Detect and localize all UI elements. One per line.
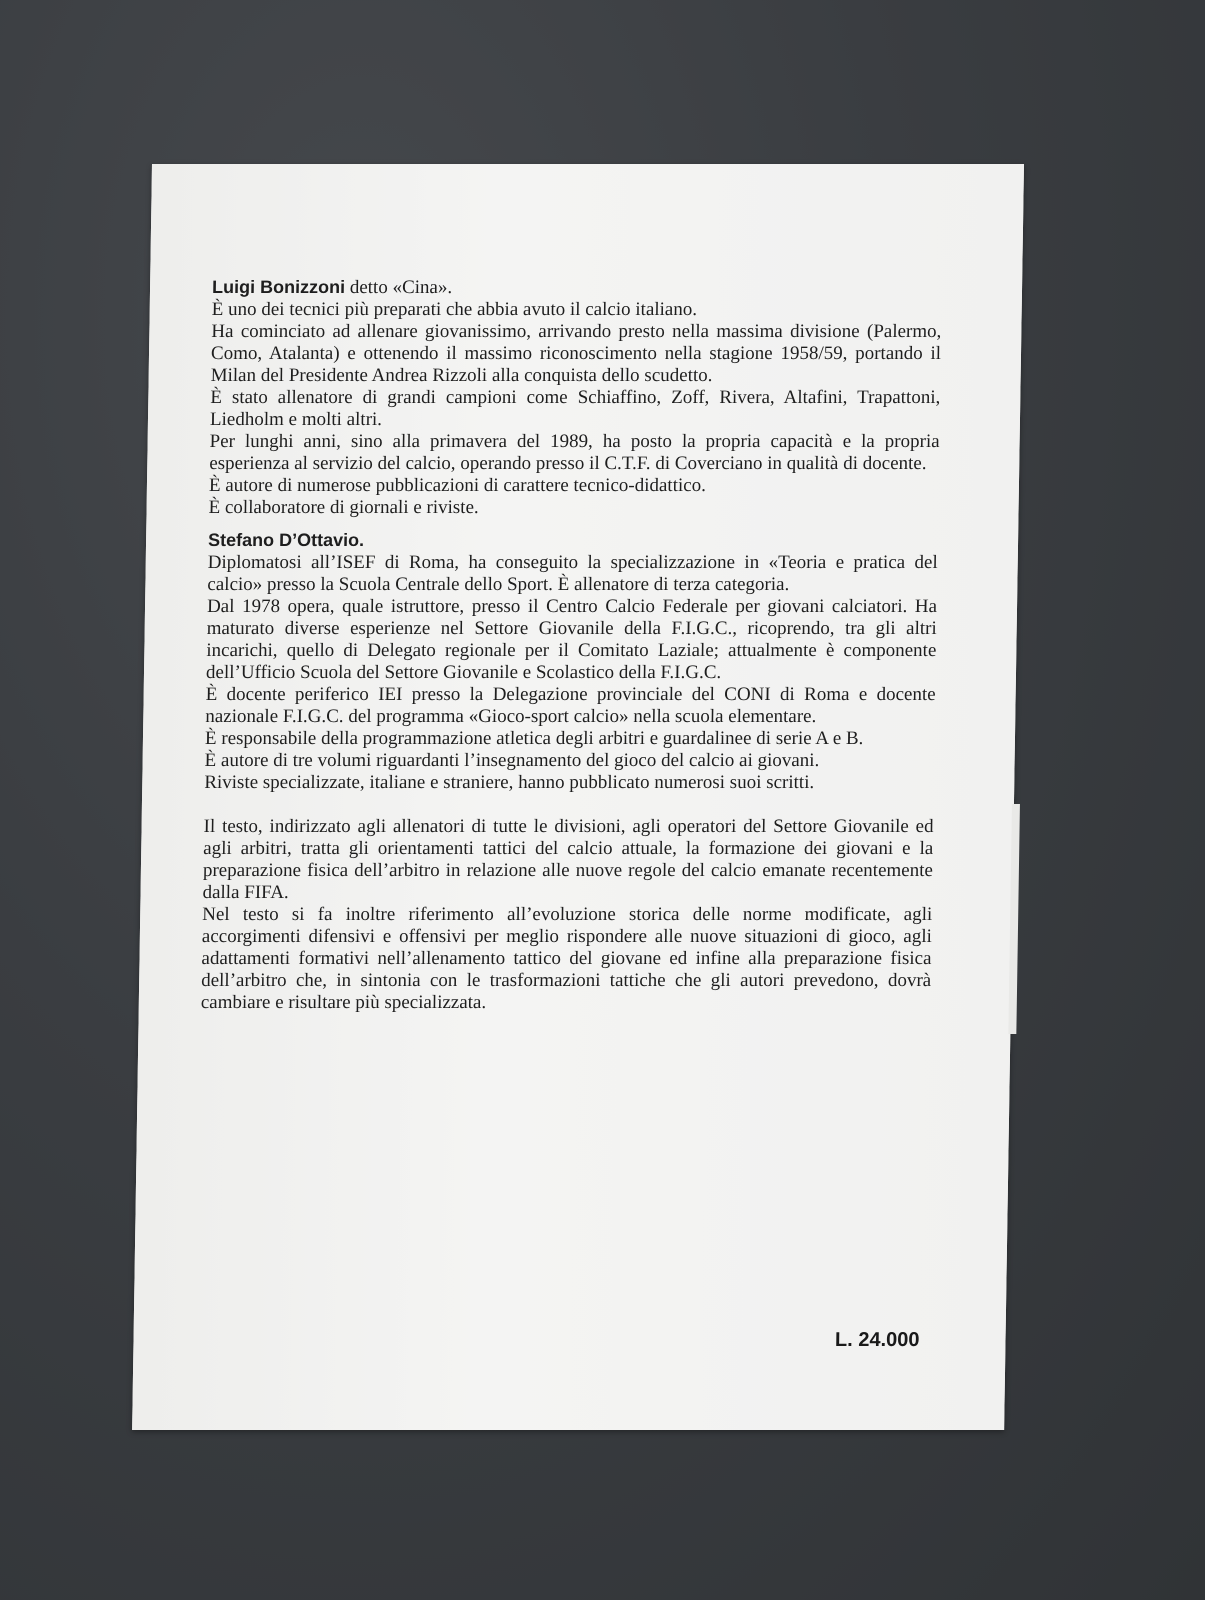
cover-text [200, 276, 942, 1024]
bio-paragraph: È autore di numerose pubblicazioni di carattere tecnico-didattico. [208, 475, 707, 496]
book-description [201, 816, 934, 1014]
price-label: L. 24.000 [834, 1329, 920, 1351]
bio-paragraph: Diplomatosi all’ISEF di Roma, ha conseguito la specializzazione in «Teoria e pratica del calcio» presso la Scuola Centrale dello Sport. È allenatore di terza categoria. [207, 552, 938, 595]
bio-paragraph: È collaboratore di giornali e riviste. [208, 497, 479, 518]
author-alias: detto «Cina». [344, 277, 453, 298]
author-bio-bonizzoni [208, 276, 942, 519]
bio-paragraph: È stato allenatore di grandi campioni come Schiaffino, Zoff, Rivera, Altafini, Trapattoni, Liedholm e molti altri. [209, 387, 941, 430]
author-heading [208, 529, 938, 552]
bio-paragraph: Per lunghi anni, sino alla primavera del 1989, ha posto la propria capacità e la propria esperienza al servizio del calcio, operando presso il C.T.F. di Coverciano in qualità di docente. [209, 431, 940, 474]
bio-paragraph: È docente periferico IEI presso la Delegazione provinciale del CONI di Roma e docente nazionale F.I.G.C. del programma «Gioco-sport calcio» nella scuola elementare. [205, 684, 936, 727]
author-name: Luigi Bonizzoni [211, 277, 346, 297]
bio-paragraph: È uno dei tecnici più preparati che abbia avuto il calcio italiano. [211, 299, 698, 320]
bio-paragraph: Ha cominciato ad allenare giovanissimo, arrivando presto nella massima divisione (Palermo, Como, Atalanta) e ottenendo il massimo riconoscimento nella stagione 1958/59, portando il Milan del Presidente Andrea Rizzoli alla conquista dello scudetto. [210, 321, 942, 386]
description-paragraph: Il testo, indirizzato agli allenatori di tutte le divisioni, agli operatori del Settore Giovanile ed agli arbitri, tratta gli orientamenti tattici del calcio attuale, la formazione dei giovani e la preparazione fisica dell’arbitro in relazione alle nuove regole del calcio emanate recentemente dalla FIFA. [202, 816, 934, 903]
bio-paragraph: È autore di tre volumi riguardanti l’insegnamento del gioco del calcio ai giovani. [204, 750, 820, 771]
description-paragraph: Nel testo si fa inoltre riferimento all’evoluzione storica delle norme modificate, agli accorgimenti difensivi e offensivi per meglio rispondere alle nuove situazioni di gioco, agli adattamenti formativi nell’allenamento tattico del giovane ed infine alla preparazione fisica dell’arbitro che, in sintonia con le trasformazioni tattiche che gli autori prevedono, dovrà cambiare e risultare più specializzata. [200, 904, 933, 1013]
book-back-cover [132, 164, 1024, 1430]
bio-paragraph: Dal 1978 opera, quale istruttore, presso il Centro Calcio Federale per giovani calciatori. Ha maturato diverse esperienze nel Settore Giovanile della F.I.G.C., ricoprendo, tra gli altri incarichi, quello di Delegato regionale per il Comitato Laziale; attualmente è componente dell’Ufficio Scuola del Settore Giovanile e Scolastico della F.I.G.C. [205, 596, 938, 683]
cover-edge [1008, 804, 1020, 1034]
bio-paragraph: Riviste specializzate, italiane e straniere, hanno pubblicato numerosi suoi scritti. [204, 772, 815, 793]
author-name: Stefano D’Ottavio. [207, 530, 365, 550]
author-heading [212, 276, 942, 299]
bio-paragraph: È responsabile della programmazione atletica degli arbitri e guardalinee di serie A e B. [204, 728, 864, 749]
author-bio-dottavio [204, 529, 938, 794]
